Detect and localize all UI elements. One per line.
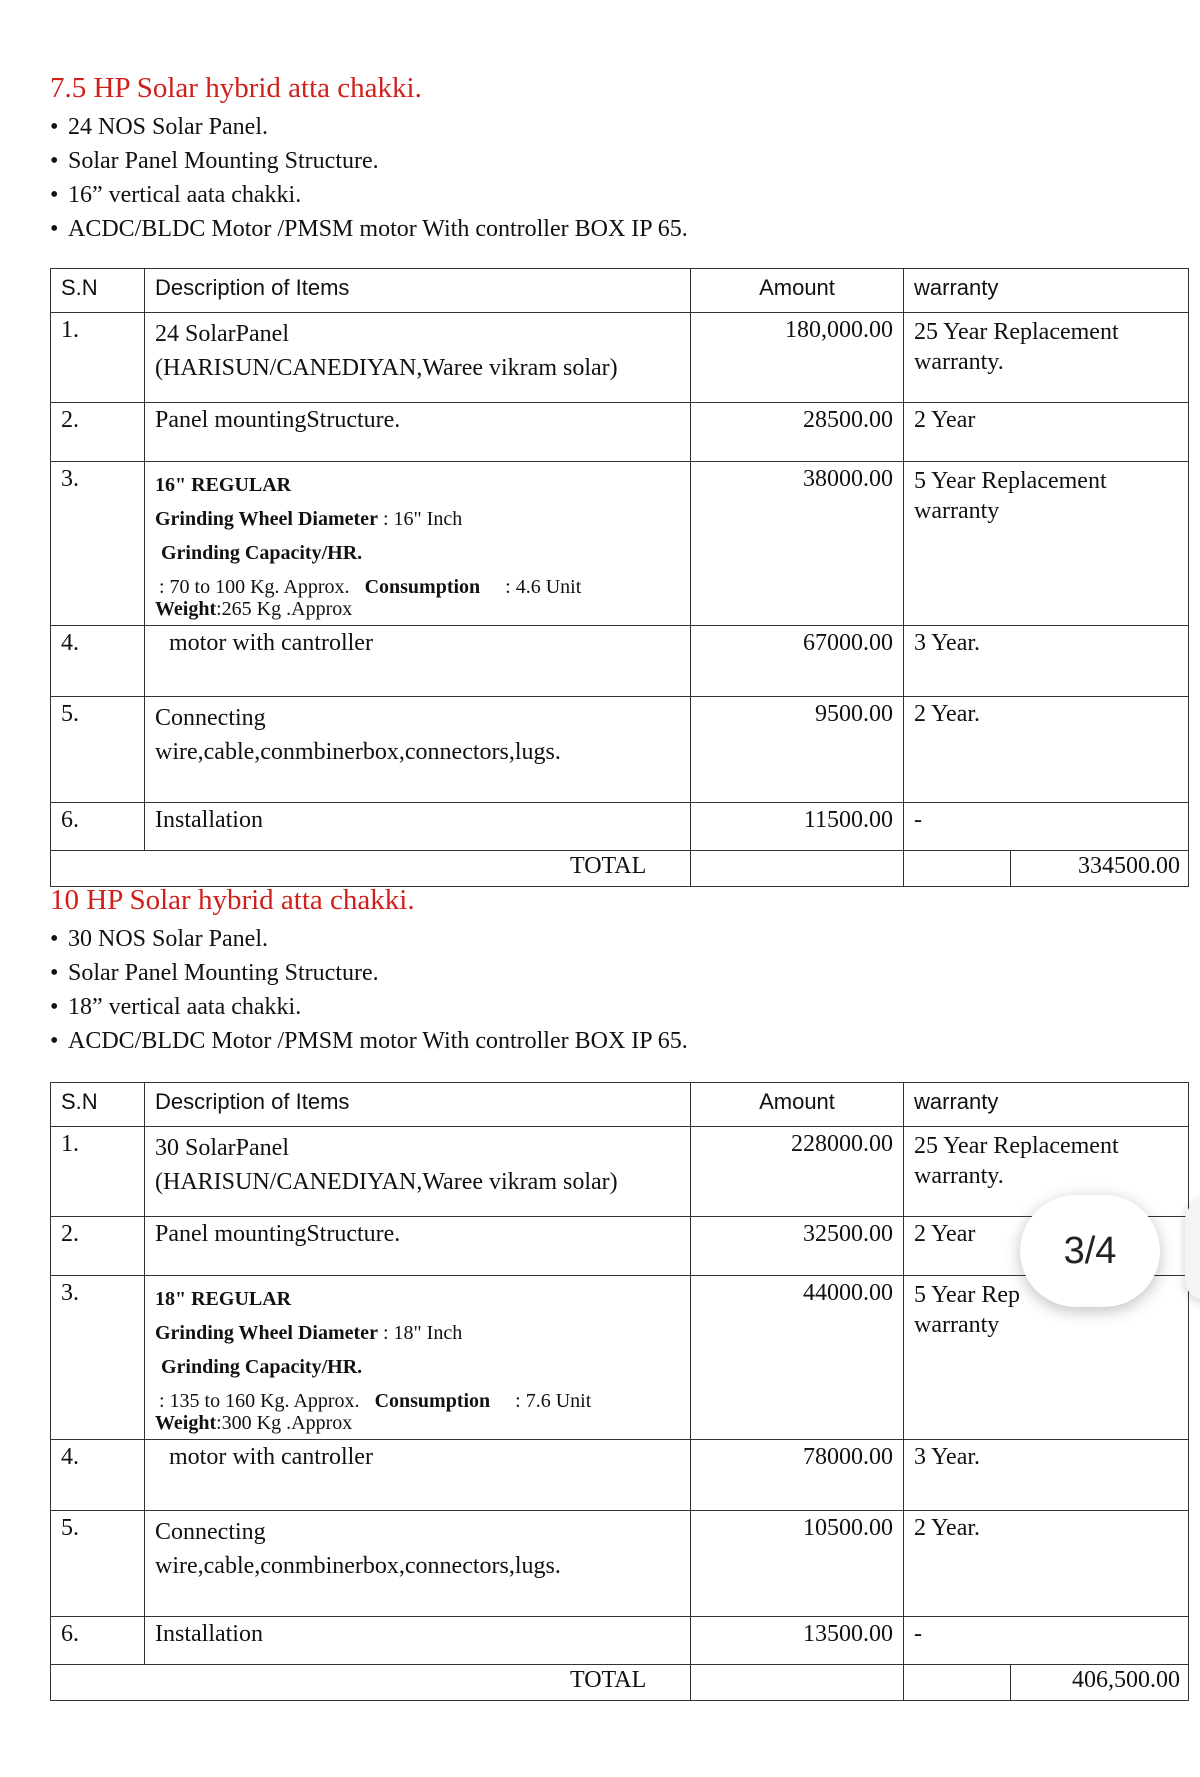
item-warranty (904, 313, 1189, 403)
table-row (51, 1217, 1189, 1276)
column-header-warranty: warranty (904, 269, 1189, 313)
warranty-line: warranty. (914, 1163, 1004, 1189)
column-header-amount: Amount (691, 269, 904, 313)
column-header-description: Description of Items (145, 1083, 691, 1127)
warranty-line: warranty (914, 498, 1000, 524)
list-item: • 30 NOS Solar Panel. (50, 922, 688, 956)
warranty-line: 25 Year Replacement (914, 319, 1119, 345)
table-row (51, 462, 1189, 626)
table-row (51, 626, 1189, 697)
list-item: • 24 NOS Solar Panel. (50, 110, 688, 144)
spec-value: :300 Kg .Approx (216, 1412, 353, 1434)
description-line: 30 SolarPanel (155, 1135, 289, 1161)
item-warranty: 2 Year. (904, 1511, 1189, 1617)
spec-label: Grinding Capacity/HR. (161, 1356, 363, 1378)
list-item: • 18” vertical aata chakki. (50, 990, 688, 1024)
item-amount: 11500.00 (691, 803, 904, 851)
row-number: 3. (51, 462, 145, 626)
column-header-sn: S.N (51, 269, 145, 313)
spec-value: : 135 to 160 Kg. Approx. (159, 1390, 360, 1412)
column-header-sn: S.N (51, 1083, 145, 1127)
total-empty-cell (691, 851, 904, 887)
table-row (51, 403, 1189, 462)
total-empty-cell (904, 851, 1011, 887)
description-line: Connecting (155, 705, 266, 731)
item-specification (145, 1276, 691, 1440)
item-warranty: 2 Year. (904, 697, 1189, 803)
page-indicator: 3/4 (1020, 1195, 1160, 1307)
spec-label: Grinding Wheel Diameter (155, 1322, 378, 1344)
section-title: 10 HP Solar hybrid atta chakki. (50, 884, 415, 916)
item-warranty: 2 Year (904, 403, 1189, 462)
row-number: 4. (51, 1440, 145, 1511)
row-number: 6. (51, 1617, 145, 1665)
item-description (145, 697, 691, 803)
table-row (51, 1617, 1189, 1665)
warranty-line: warranty (914, 1312, 1000, 1338)
feature-list (50, 922, 688, 1058)
item-warranty (904, 1276, 1189, 1440)
warranty-line: 5 Year Replacement (914, 468, 1107, 494)
row-number: 6. (51, 803, 145, 851)
spec-value: : 70 to 100 Kg. Approx. (159, 576, 350, 598)
item-warranty: - (904, 1617, 1189, 1665)
row-number: 5. (51, 697, 145, 803)
warranty-line: warranty. (914, 349, 1004, 375)
description-line: Connecting (155, 1519, 266, 1545)
spec-title: 18" REGULAR (155, 1288, 292, 1310)
list-item: • Solar Panel Mounting Structure. (50, 144, 688, 178)
list-item: • 16” vertical aata chakki. (50, 178, 688, 212)
row-number: 4. (51, 626, 145, 697)
item-amount: 9500.00 (691, 697, 904, 803)
total-empty-cell (691, 1665, 904, 1701)
warranty-line: 5 Year Rep (914, 1282, 1020, 1308)
item-amount: 67000.00 (691, 626, 904, 697)
item-specification (145, 462, 691, 626)
item-warranty (904, 462, 1189, 626)
spec-label: Grinding Capacity/HR. (161, 542, 363, 564)
row-number: 1. (51, 313, 145, 403)
item-amount: 44000.00 (691, 1276, 904, 1440)
column-header-description: Description of Items (145, 269, 691, 313)
column-header-warranty: warranty (904, 1083, 1189, 1127)
row-number: 3. (51, 1276, 145, 1440)
spec-title: 16" REGULAR (155, 474, 292, 496)
row-number: 5. (51, 1511, 145, 1617)
total-empty-cell (904, 1665, 1011, 1701)
total-label-text: TOTAL (570, 1667, 647, 1693)
spec-label: Grinding Wheel Diameter (155, 508, 378, 530)
spec-label: Consumption (374, 1390, 491, 1412)
spec-label: Consumption (364, 576, 481, 598)
row-number: 2. (51, 403, 145, 462)
table-row (51, 1440, 1189, 1511)
item-description: motor with cantroller (145, 1440, 691, 1511)
item-amount: 13500.00 (691, 1617, 904, 1665)
list-item: • ACDC/BLDC Motor /PMSM motor With controller BOX IP 65. (50, 212, 688, 246)
description-line: wire,cable,conmbinerbox,connectors,lugs. (155, 739, 561, 765)
item-amount: 28500.00 (691, 403, 904, 462)
description-line: (HARISUN/CANEDIYAN,Waree vikram solar) (155, 355, 618, 381)
table-row (51, 803, 1189, 851)
description-line: wire,cable,conmbinerbox,connectors,lugs. (155, 1553, 561, 1579)
section-title: 7.5 HP Solar hybrid atta chakki. (50, 72, 422, 104)
item-description: motor with cantroller (145, 626, 691, 697)
item-amount: 10500.00 (691, 1511, 904, 1617)
table-row (51, 1511, 1189, 1617)
item-warranty: 2 Year (904, 1217, 1189, 1276)
item-amount: 32500.00 (691, 1217, 904, 1276)
item-warranty: 3 Year. (904, 626, 1189, 697)
warranty-line: 25 Year Replacement (914, 1133, 1119, 1159)
spec-value: : 4.6 Unit (505, 576, 582, 598)
item-description: Installation (145, 803, 691, 851)
total-row (51, 1665, 1189, 1701)
list-item: • ACDC/BLDC Motor /PMSM motor With controller BOX IP 65. (50, 1024, 688, 1058)
item-amount: 78000.00 (691, 1440, 904, 1511)
total-label (51, 1665, 691, 1701)
price-table (50, 268, 1189, 887)
item-description (145, 1511, 691, 1617)
feature-list (50, 110, 688, 246)
row-number: 1. (51, 1127, 145, 1217)
spec-value: : 16" Inch (382, 508, 463, 530)
item-description: Panel mountingStructure. (145, 403, 691, 462)
item-amount: 38000.00 (691, 462, 904, 626)
total-value: 334500.00 (1011, 851, 1189, 887)
spec-label: Weight (155, 598, 217, 620)
item-amount: 180,000.00 (691, 313, 904, 403)
list-item: • Solar Panel Mounting Structure. (50, 956, 688, 990)
spec-value: : 18" Inch (382, 1322, 463, 1344)
total-row (51, 851, 1189, 887)
spec-value: :265 Kg .Approx (216, 598, 353, 620)
total-label-text: TOTAL (570, 853, 647, 879)
price-table (50, 1082, 1189, 1701)
description-line: 24 SolarPanel (155, 321, 289, 347)
column-header-amount: Amount (691, 1083, 904, 1127)
item-description: Installation (145, 1617, 691, 1665)
total-value: 406,500.00 (1011, 1665, 1189, 1701)
description-line: (HARISUN/CANEDIYAN,Waree vikram solar) (155, 1169, 618, 1195)
table-row (51, 1276, 1189, 1440)
table-row (51, 1127, 1189, 1217)
item-description (145, 313, 691, 403)
table-row (51, 697, 1189, 803)
item-amount: 228000.00 (691, 1127, 904, 1217)
item-description: Panel mountingStructure. (145, 1217, 691, 1276)
spec-value: : 7.6 Unit (515, 1390, 592, 1412)
item-description (145, 1127, 691, 1217)
spec-label: Weight (155, 1412, 217, 1434)
row-number: 2. (51, 1217, 145, 1276)
item-warranty: - (904, 803, 1189, 851)
table-row (51, 313, 1189, 403)
item-warranty: 3 Year. (904, 1440, 1189, 1511)
total-label (51, 851, 691, 887)
side-handle[interactable] (1185, 1200, 1200, 1300)
